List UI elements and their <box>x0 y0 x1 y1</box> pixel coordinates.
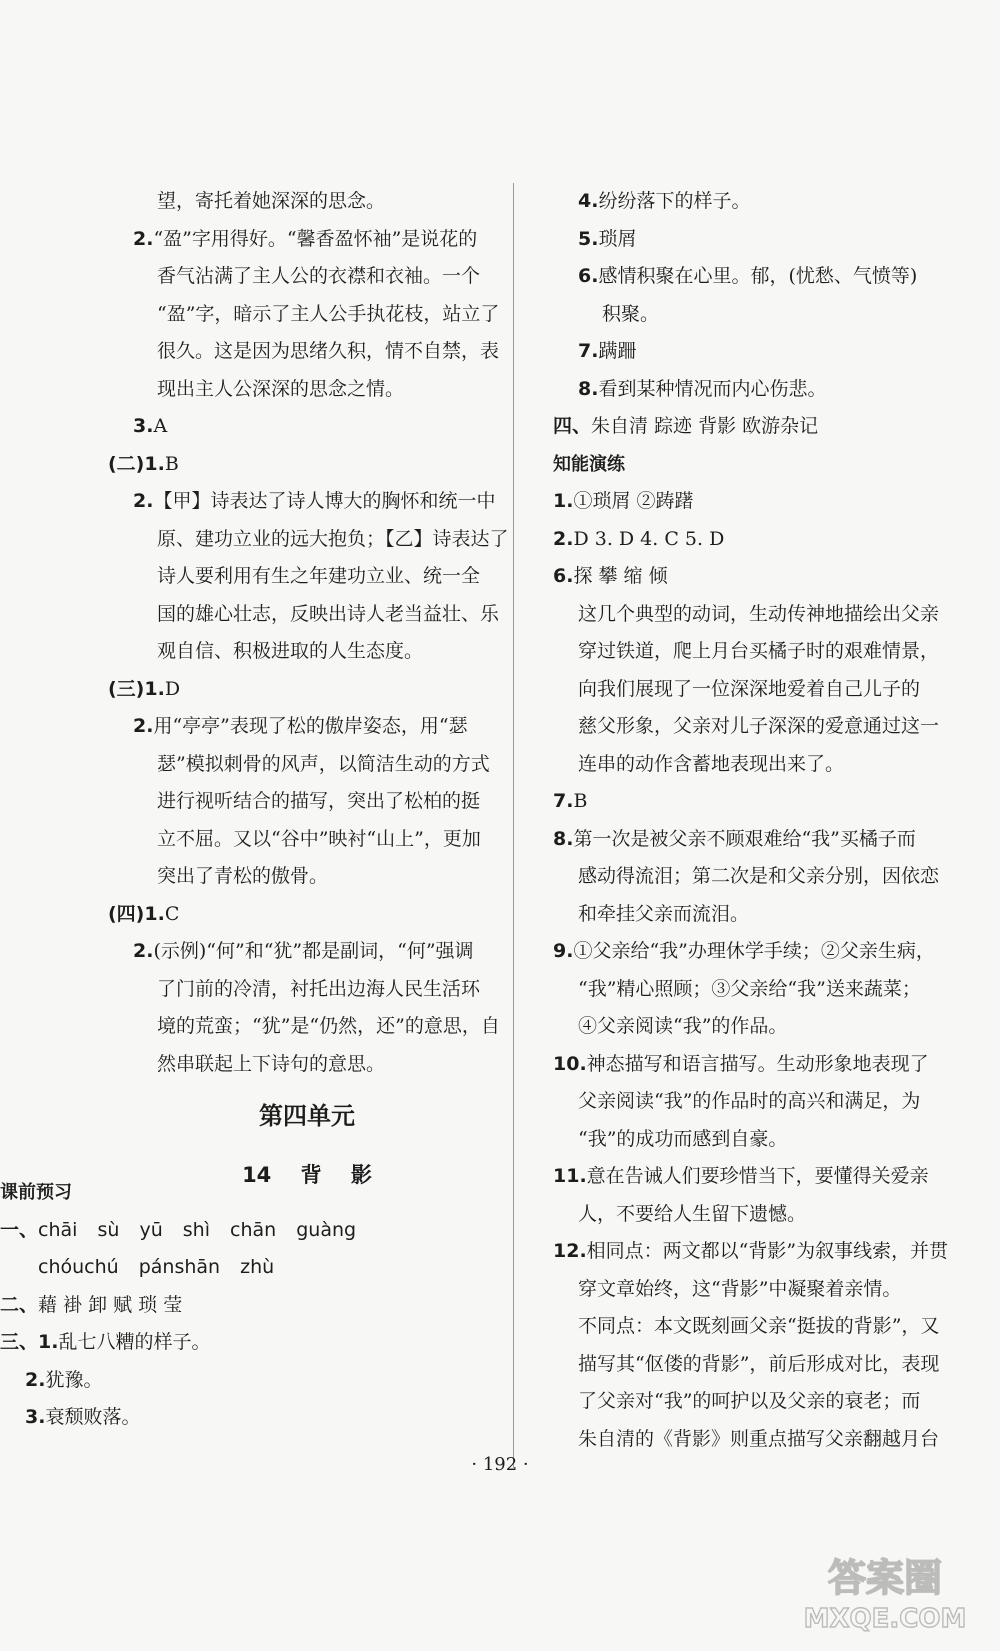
text-line <box>553 1383 953 1421</box>
text-line <box>553 296 953 334</box>
section-heading: 课前预习 <box>0 1182 72 1203</box>
text-line <box>108 971 506 1009</box>
text-line <box>553 446 953 484</box>
text-line <box>108 896 506 934</box>
text-line <box>108 258 506 296</box>
text-line <box>0 1362 356 1400</box>
line-text: 观自信、积极进取的人生态度。 <box>157 640 424 662</box>
text-line <box>553 333 953 371</box>
line-text: 看到某种情况而内心伤悲。 <box>598 377 827 400</box>
line-text: 犹豫。 <box>45 1368 103 1391</box>
text-line <box>0 1287 356 1325</box>
text-line <box>553 258 953 296</box>
text-line <box>553 1121 953 1159</box>
text-line <box>108 296 506 334</box>
line-text: ①琐屑 ②踌躇 <box>573 490 694 512</box>
text-line <box>108 1046 506 1084</box>
text-line <box>553 633 953 671</box>
text-line <box>553 1083 953 1121</box>
text-line <box>553 708 953 746</box>
text-line <box>553 521 953 559</box>
line-text: 琐屑 <box>598 227 637 250</box>
line-text: “我”的成功而感到自豪。 <box>578 1127 788 1150</box>
item-number: 9. <box>553 940 574 962</box>
line-text: 乱七八糟的样子。 <box>58 1331 211 1353</box>
text-line <box>553 896 953 934</box>
text-line <box>553 1346 953 1384</box>
line-text: B <box>573 790 588 812</box>
line-text: 和牵挂父亲而流泪。 <box>578 902 750 925</box>
line-text: 探 攀 缩 倾 <box>573 565 668 587</box>
line-text: 慈父形象，父亲对儿子深深的爱意通过这一 <box>578 715 940 737</box>
page-number: · 192 · <box>471 1454 529 1475</box>
text-line <box>108 671 506 709</box>
line-text: (示例)“何”和“犹”都是副词，“何”强调 <box>153 940 474 962</box>
text-line <box>553 746 953 784</box>
lesson-title: 14 背 影 <box>242 1163 372 1187</box>
item-number: 四、 <box>553 415 592 437</box>
text-line <box>108 633 506 671</box>
line-text: 朱自清 踪迹 背影 欧游杂记 <box>591 415 819 437</box>
item-number: 6. <box>578 265 599 287</box>
line-text: 诗人要利用有生之年建功立业、统一全 <box>157 565 481 587</box>
svg-text:MXQE.COM: MXQE.COM <box>803 1604 967 1634</box>
line-text: 衰颓败落。 <box>45 1406 141 1428</box>
text-line <box>553 1271 953 1309</box>
item-number: 8. <box>578 377 599 400</box>
left-column <box>108 183 509 1083</box>
item-number: 6. <box>553 565 574 587</box>
line-text: 藉 褂 卸 赋 琐 莹 <box>38 1293 183 1316</box>
item-number: (四)1. <box>108 902 165 925</box>
text-line <box>553 858 953 896</box>
item-number: 7. <box>578 340 599 362</box>
text-line <box>0 1249 356 1287</box>
line-text: 朱自清的《背影》则重点描写父亲翻越月台 <box>578 1427 940 1450</box>
text-line <box>108 933 506 971</box>
text-line <box>108 333 506 371</box>
line-text: “我”精心照顾；③父亲给“我”送来蔬菜； <box>578 977 921 1000</box>
item-number: 2. <box>133 227 154 250</box>
text-line <box>553 933 953 971</box>
text-line <box>108 821 506 859</box>
unit-title: 第四单元 <box>259 1102 355 1130</box>
line-text: 向我们展现了一位深深地爱着自己儿子的 <box>578 677 921 700</box>
line-text: 瑟”模拟刺骨的风声，以简洁生动的方式 <box>157 752 490 775</box>
line-text: 国的雄心壮志，反映出诗人老当益壮、乐 <box>157 602 500 625</box>
text-line <box>553 1233 953 1271</box>
text-line <box>553 821 953 859</box>
text-line <box>108 221 506 259</box>
line-text: 原、建功立业的远大抱负；【乙】诗表达了 <box>157 527 509 550</box>
text-line <box>0 1174 356 1212</box>
text-line <box>553 1308 953 1346</box>
text-line <box>553 596 953 634</box>
text-line <box>108 371 506 409</box>
section-heading: 知能演练 <box>553 453 625 475</box>
item-number: 2. <box>133 940 154 962</box>
line-text: 积聚。 <box>602 302 660 325</box>
watermark-logo <box>790 1547 980 1637</box>
item-number: 2. <box>25 1368 46 1391</box>
text-line <box>553 221 953 259</box>
line-text: chāi sù yū shì chān guàng <box>38 1218 357 1241</box>
line-text: 第一次是被父亲不顾艰难给“我”买橘子而 <box>573 827 916 850</box>
item-number: 10. <box>553 1052 587 1075</box>
line-text: 人，不要给人生留下遗憾。 <box>578 1202 807 1225</box>
line-text: 描写其“伛偻的背影”，前后形成对比，表现 <box>578 1352 940 1375</box>
text-line <box>108 1008 506 1046</box>
text-line <box>553 371 953 409</box>
item-number: 三、1. <box>0 1331 59 1353</box>
text-line <box>108 408 506 446</box>
line-text: 感动得流泪；第二次是和父亲分别，因依恋 <box>578 865 940 887</box>
text-line <box>553 408 953 446</box>
left-column-bottom <box>0 1174 356 1437</box>
line-text: D 3. D 4. C 5. D <box>573 527 725 550</box>
line-text: 境的荒蛮；“犹”是“仍然，还”的意思，自 <box>157 1015 500 1037</box>
line-text: 现出主人公深深的思念之情。 <box>157 377 405 400</box>
line-text: 蹒跚 <box>598 340 637 362</box>
line-text: ④父亲阅读“我”的作品。 <box>578 1015 788 1037</box>
line-text: 香气沾满了主人公的衣襟和衣袖。一个 <box>157 265 481 287</box>
line-text: 穿文章始终，这“背影”中凝聚着亲情。 <box>578 1277 902 1300</box>
line-text: 进行视听结合的描写，突出了松柏的挺 <box>157 790 481 812</box>
text-line <box>108 183 506 221</box>
line-text: 连串的动作含蓄地表现出来了。 <box>578 752 845 775</box>
text-line <box>553 1196 953 1234</box>
text-line <box>108 558 506 596</box>
text-line <box>553 1421 953 1459</box>
line-text: “盈”字，暗示了主人公手执花枝，站立了 <box>157 302 500 325</box>
right-column <box>553 183 953 1458</box>
text-line <box>553 483 953 521</box>
text-line <box>108 596 506 634</box>
item-number: 12. <box>553 1240 587 1262</box>
item-number: 2. <box>553 527 574 550</box>
item-number: 4. <box>578 190 599 212</box>
item-number: 2. <box>133 715 154 737</box>
text-line <box>108 783 506 821</box>
item-number: (三)1. <box>108 677 165 700</box>
item-number: 7. <box>553 790 574 812</box>
line-text: chóuchú pánshān zhù <box>38 1256 275 1278</box>
item-number: 2. <box>133 490 154 512</box>
line-text: 【甲】诗表达了诗人博大的胸怀和统一中 <box>153 490 496 512</box>
line-text: 然串联起上下诗句的意思。 <box>157 1052 386 1075</box>
text-line <box>553 1158 953 1196</box>
text-line <box>108 483 506 521</box>
text-line <box>553 183 953 221</box>
line-text: D <box>164 677 181 700</box>
text-line <box>553 783 953 821</box>
column-divider <box>513 183 514 1468</box>
line-text: C <box>164 902 180 925</box>
line-text: 神态描写和语言描写。生动形象地表现了 <box>586 1052 929 1075</box>
line-text: 纷纷落下的样子。 <box>598 190 751 212</box>
item-number: 8. <box>553 827 574 850</box>
text-line <box>0 1324 356 1362</box>
line-text: 用“亭亭”表现了松的傲岸姿态，用“瑟 <box>153 715 468 737</box>
item-number: 5. <box>578 227 599 250</box>
item-number: 二、 <box>0 1293 39 1316</box>
line-text: 这几个典型的动词，生动传神地描绘出父亲 <box>578 602 940 625</box>
line-text: “盈”字用得好。“馨香盈怀袖”是说花的 <box>153 227 478 250</box>
text-line <box>108 858 506 896</box>
line-text: 意在告诫人们要珍惜当下，要懂得关爱亲 <box>586 1165 929 1187</box>
line-text: 相同点：两文都以“背影”为叙事线索，并贯 <box>586 1240 949 1262</box>
line-text: 了门前的冷清，衬托出边海人民生活环 <box>157 977 481 1000</box>
line-text: 不同点：本文既刻画父亲“挺拔的背影”，又 <box>578 1315 940 1337</box>
line-text: 感情积聚在心里。郁，(忧愁、气愤等) <box>598 265 918 287</box>
text-line <box>0 1399 356 1437</box>
line-text: 望，寄托着她深深的思念。 <box>157 190 386 212</box>
line-text: 立不屈。又以“谷中”映衬“山上”，更加 <box>157 827 481 850</box>
text-line <box>108 708 506 746</box>
item-number: 11. <box>553 1165 587 1187</box>
text-line <box>553 971 953 1009</box>
text-line <box>553 1008 953 1046</box>
svg-text:答案圈: 答案圈 <box>827 1556 943 1600</box>
line-text: 了父亲对“我”的呵护以及父亲的衰老；而 <box>578 1390 921 1412</box>
text-line <box>0 1212 356 1250</box>
text-line <box>553 671 953 709</box>
line-text: ①父亲给“我”办理休学手续；②父亲生病， <box>573 940 935 962</box>
text-line <box>553 558 953 596</box>
text-line <box>108 746 506 784</box>
line-text: 父亲阅读“我”的作品时的高兴和满足，为 <box>578 1090 921 1112</box>
line-text: A <box>153 415 168 437</box>
item-number: 1. <box>553 490 574 512</box>
text-line <box>553 1046 953 1084</box>
line-text: 穿过铁道，爬上月台买橘子时的艰难情景， <box>578 640 940 662</box>
line-text: 很久。这是因为思绪久积，情不自禁，表 <box>157 340 500 362</box>
text-line <box>108 446 506 484</box>
item-number: 一、 <box>0 1218 39 1241</box>
text-line <box>108 521 509 559</box>
item-number: 3. <box>25 1406 46 1428</box>
line-text: 突出了青松的傲骨。 <box>157 865 329 887</box>
line-text: B <box>164 452 179 475</box>
item-number: 3. <box>133 415 154 437</box>
item-number: (二)1. <box>108 452 165 475</box>
